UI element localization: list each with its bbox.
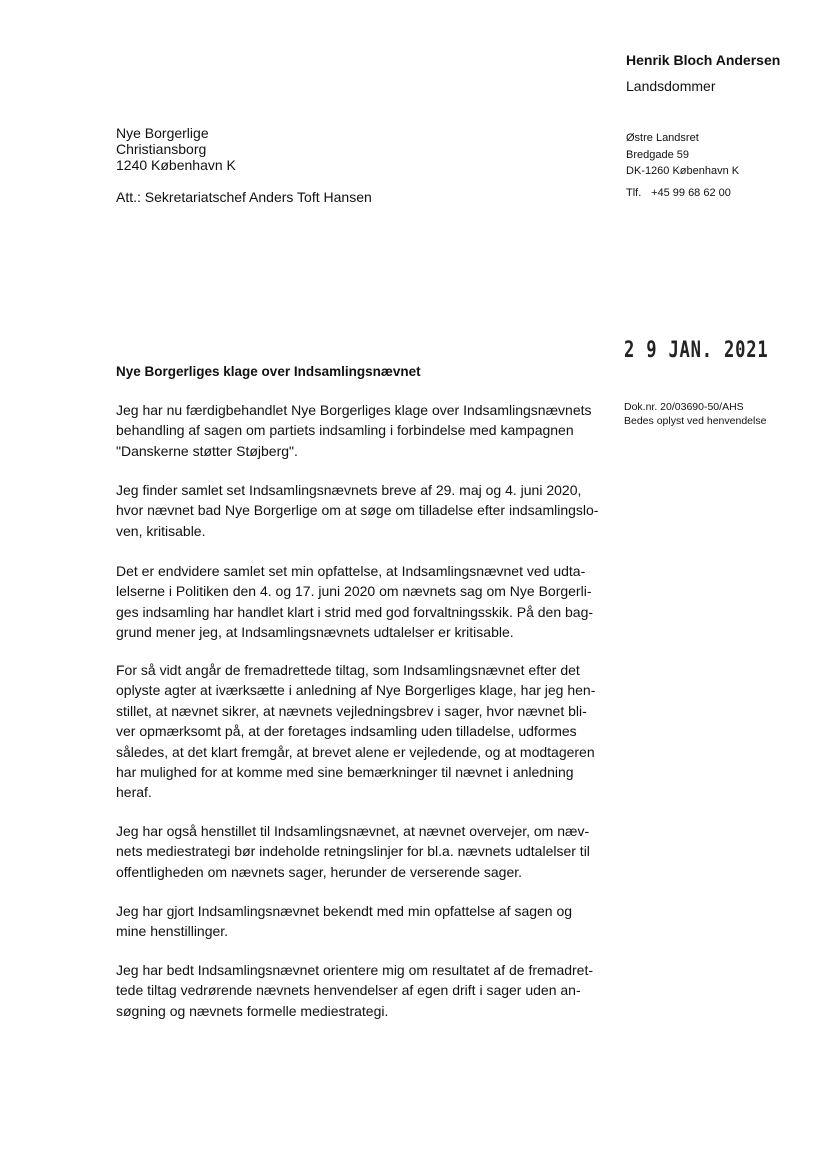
recipient-address <box>116 125 236 173</box>
paragraph-line: For så vidt angår de fremadrettede tiltag, som Indsamlingsnævnet efter det <box>116 662 580 678</box>
address-line: Bredgade 59 <box>626 148 689 161</box>
sender-phone <box>626 187 731 199</box>
paragraph-line: Det er endvidere samlet set min opfattelse, at Indsamlingsnævnet ved udta- <box>116 563 586 579</box>
paragraph-line: ges indsamling har handlet klart i strid med god forvaltningsskik. På den bag- <box>116 603 594 620</box>
paragraph-line: ven, kritisable. <box>116 522 206 539</box>
body-paragraph <box>116 901 572 942</box>
paragraph-line: stillet, at nævnet sikrer, at nævnets vejledningsbrev i sager, hvor nævnet bli- <box>116 702 587 719</box>
body-paragraph <box>116 960 593 1021</box>
attention-line: Att.: Sekretariatschef Anders Toft Hansen <box>116 189 372 205</box>
recipient-line: Christiansborg <box>116 141 207 157</box>
date-stamp: 2 9 JAN. 2021 <box>624 338 769 363</box>
body-paragraph <box>116 821 590 882</box>
body-paragraph <box>116 400 592 461</box>
phone-number: +45 99 68 62 00 <box>651 187 731 199</box>
sender-title: Landsdommer <box>626 78 716 94</box>
paragraph-line: Jeg har bedt Indsamlingsnævnet orientere mig om resultatet af de fremadret- <box>116 962 594 978</box>
paragraph-line: Jeg finder samlet set Indsamlingsnævnets breve af 29. maj og 4. juni 2020, <box>116 482 582 498</box>
body-paragraph <box>116 480 598 541</box>
recipient-line: 1240 København K <box>116 157 236 173</box>
paragraph-line: Jeg har nu færdigbehandlet Nye Borgerliges klage over Indsamlingsnævnets <box>116 402 592 418</box>
reference-note: Bedes oplyst ved henvendelse <box>624 414 767 427</box>
paragraph-line: tede tiltag vedrørende nævnets henvendelser af egen drift i sager uden an- <box>116 982 581 999</box>
sender-name: Henrik Bloch Andersen <box>626 52 781 68</box>
paragraph-line: Jeg har gjort Indsamlingsnævnet bekendt med min opfattelse af sagen og <box>116 903 573 919</box>
paragraph-line: "Danskerne støtter Støjberg". <box>116 442 298 459</box>
sender-address <box>626 130 739 180</box>
reference-block <box>624 401 766 428</box>
body-paragraph <box>116 660 595 803</box>
paragraph-line: mine henstillinger. <box>116 923 229 940</box>
paragraph-line: således, at det klart fremgår, at brevet alene er vejledende, og at modtageren <box>116 743 595 760</box>
letter-subject: Nye Borgerliges klage over Indsamlingsnævnet <box>116 364 421 379</box>
paragraph-line: ver opmærksomt på, at der foretages indsamling uden tilladelse, udformes <box>116 723 577 740</box>
phone-label: Tlf. <box>626 187 642 199</box>
paragraph-line: Jeg har også henstillet til Indsamlingsnævnet, at nævnet overvejer, om næv- <box>116 823 590 839</box>
paragraph-line: oplyste agter at iværksætte i anledning af Nye Borgerliges klage, har jeg hen- <box>116 682 596 699</box>
paragraph-line: grund mener jeg, at Indsamlingsnævnets udtalelser er kritisable. <box>116 624 514 641</box>
paragraph-line: lelserne i Politiken den 4. og 17. juni 2020 om nævnets sag om Nye Borgerli- <box>116 583 592 600</box>
address-line: DK-1260 København K <box>626 165 740 177</box>
paragraph-line: offentligheden om nævnets sager, herunder de verserende sager. <box>116 863 523 880</box>
recipient-line: Nye Borgerlige <box>116 125 209 141</box>
paragraph-line: søgning og nævnets formelle mediestrategi. <box>116 1002 389 1019</box>
doc-number: Dok.nr. 20/03690-50/AHS <box>624 401 744 413</box>
paragraph-line: har mulighed for at komme med sine bemærkninger til nævnet i anledning <box>116 764 574 781</box>
address-line: Østre Landsret <box>626 132 699 144</box>
paragraph-line: behandling af sagen om partiets indsamling i forbindelse med kampagnen <box>116 422 574 439</box>
paragraph-line: heraf. <box>116 784 152 801</box>
paragraph-line: nets mediestrategi bør indeholde retningslinjer for bl.a. nævnets udtalelser til <box>116 843 590 860</box>
body-paragraph <box>116 561 593 643</box>
paragraph-line: hvor nævnet bad Nye Borgerlige om at søge om tilladelse efter indsamlingslo- <box>116 502 599 519</box>
